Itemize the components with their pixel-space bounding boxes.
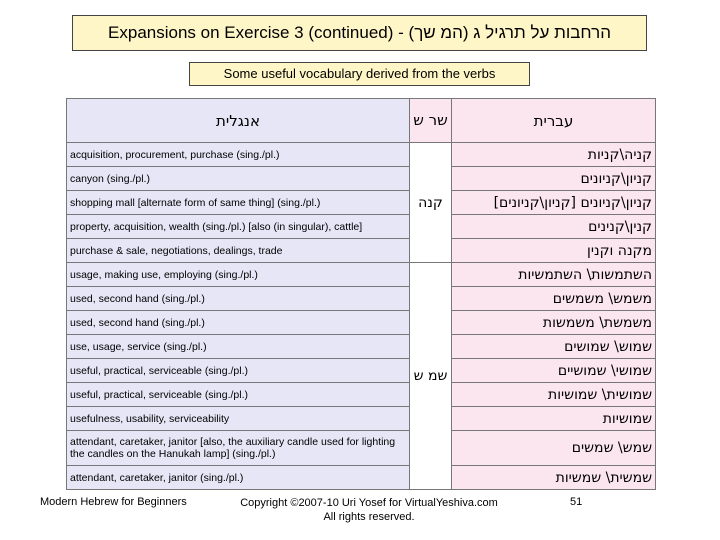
hebrew-term: קניון\קניונים [קניון\קניונים] (452, 191, 656, 215)
hebrew-term: קנין\קנינים (452, 215, 656, 239)
vocab-row (67, 311, 656, 335)
hebrew-term: קניה\קניות (452, 143, 656, 167)
english-meaning: property, acquisition, wealth (sing./pl.) [also (in singular), cattle] (67, 215, 410, 239)
slide-subtitle: Some useful vocabulary derived from the verbs (189, 62, 530, 86)
english-meaning: usefulness, usability, serviceability (67, 407, 410, 431)
vocab-row (67, 407, 656, 431)
hebrew-column-header: עברית (452, 99, 656, 143)
english-meaning: attendant, caretaker, janitor [also, the auxiliary candle used for lighting the candles on the Hanukah lamp] (sing./pl.) (67, 431, 410, 466)
hebrew-term: שמושית\ שמושיות (452, 383, 656, 407)
english-meaning: acquisition, procurement, purchase (sing./pl.) (67, 143, 410, 167)
hebrew-term: השתמשות\ השתמשיות (452, 263, 656, 287)
english-meaning: attendant, caretaker, janitor (sing./pl.) (67, 466, 410, 490)
vocab-row (67, 287, 656, 311)
english-meaning: canyon (sing./pl.) (67, 167, 410, 191)
hebrew-term: משמש\ משמשים (452, 287, 656, 311)
hebrew-term: קניון\קניונים (452, 167, 656, 191)
copyright-line: Copyright ©2007-10 Uri Yosef for VirtualYeshiva.com (240, 497, 498, 509)
vocab-row (67, 335, 656, 359)
english-meaning: useful, practical, serviceable (sing./pl.) (67, 383, 410, 407)
english-meaning: purchase & sale, negotiations, dealings, trade (67, 239, 410, 263)
vocab-row (67, 143, 656, 167)
hebrew-term: מקנה וקנין (452, 239, 656, 263)
english-meaning: shopping mall [alternate form of same thing] (sing./pl.) (67, 191, 410, 215)
vocab-row (67, 466, 656, 490)
english-meaning: use, usage, service (sing./pl.) (67, 335, 410, 359)
vocab-row (67, 263, 656, 287)
verb-root: שמ ש (410, 263, 452, 490)
rights-line: All rights reserved. (323, 511, 415, 523)
vocab-row (67, 383, 656, 407)
footer-copyright (226, 496, 512, 524)
root-column-header: שר ש (410, 99, 452, 143)
slide-title: Expansions on Exercise 3 (continued) - הרחבות על תרגיל ג (המ שך) (72, 15, 647, 51)
hebrew-term: שמושי\ שמושיים (452, 359, 656, 383)
vocab-row (67, 431, 656, 466)
english-column-header: אנגלית (67, 99, 410, 143)
english-meaning: used, second hand (sing./pl.) (67, 311, 410, 335)
english-meaning: used, second hand (sing./pl.) (67, 287, 410, 311)
hebrew-term: משמשת\ משמשות (452, 311, 656, 335)
vocab-row (67, 239, 656, 263)
page-number: 51 (570, 496, 583, 508)
vocab-row (67, 215, 656, 239)
hebrew-term: שמשית\ שמשיות (452, 466, 656, 490)
vocab-row (67, 191, 656, 215)
verb-root: קנה (410, 143, 452, 263)
english-meaning: usage, making use, employing (sing./pl.) (67, 263, 410, 287)
hebrew-term: שמושיות (452, 407, 656, 431)
vocab-row (67, 167, 656, 191)
hebrew-term: שמוש\ שמושים (452, 335, 656, 359)
vocab-row (67, 359, 656, 383)
footer-course-name: Modern Hebrew for Beginners (40, 496, 187, 508)
english-meaning: useful, practical, serviceable (sing./pl.) (67, 359, 410, 383)
vocabulary-table (66, 98, 656, 490)
hebrew-term: שמש\ שמשים (452, 431, 656, 466)
header-row (67, 99, 656, 143)
